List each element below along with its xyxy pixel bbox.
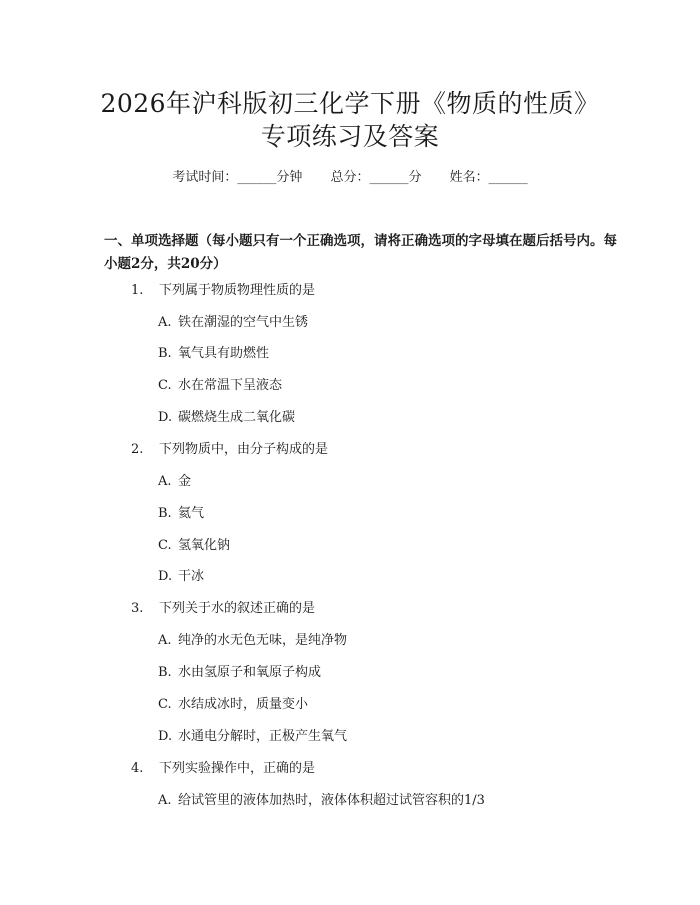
option-text: 干冰	[178, 569, 205, 584]
option-text: 水通电分解时，正极产生氧气	[178, 729, 348, 744]
document-title-line2: 专项练习及答案	[260, 122, 440, 151]
option-label: B.	[158, 506, 172, 521]
exam-time-label: 考试时间：	[172, 170, 238, 185]
question-1-option-b	[158, 345, 269, 363]
option-label: A.	[158, 633, 172, 648]
option-label: C.	[158, 697, 172, 712]
option-label: B.	[158, 346, 172, 361]
section1-heading: 一、单项选择题（每小题只有一个正确选项，请将正确选项的字母填在题后括号内。每小题2分，共20分）	[104, 233, 617, 272]
option-text: 金	[178, 474, 192, 489]
student-name-blank: ______	[488, 170, 528, 185]
question-number: 4.	[131, 761, 144, 776]
question-1-option-c	[158, 377, 282, 395]
option-text: 水在常温下呈液态	[178, 378, 283, 393]
option-label: A.	[158, 474, 172, 489]
exam-info-row	[0, 169, 700, 187]
question-2-option-a	[158, 473, 191, 491]
question-3-option-c	[158, 696, 308, 714]
question-2-option-c	[158, 537, 230, 555]
question-number: 2.	[131, 442, 144, 457]
question-2	[131, 441, 328, 459]
option-text: 纯净的水无色无味，是纯净物	[178, 633, 348, 648]
question-3-option-a	[158, 632, 347, 650]
question-2-option-b	[158, 505, 204, 523]
exam-time-field	[172, 169, 302, 187]
student-name-field	[450, 169, 528, 187]
option-label: B.	[158, 665, 172, 680]
question-3	[131, 600, 315, 618]
option-label: D.	[158, 569, 173, 584]
option-text: 碳燃烧生成二氧化碳	[178, 410, 296, 425]
option-label: A.	[158, 793, 172, 808]
option-text: 水由氢原子和氧原子构成	[178, 665, 322, 680]
option-text: 氧气具有助燃性	[178, 346, 270, 361]
question-3-option-b	[158, 664, 321, 682]
question-3-option-d	[158, 728, 347, 746]
option-label: C.	[158, 378, 172, 393]
option-text: 氢氧化钠	[178, 538, 231, 553]
option-text: 氦气	[178, 506, 205, 521]
question-text: 下列关于水的叙述正确的是	[159, 601, 316, 616]
option-label: C.	[158, 538, 172, 553]
question-1	[131, 282, 315, 300]
question-text: 下列属于物质物理性质的是	[159, 283, 316, 298]
student-name-label: 姓名：	[449, 170, 489, 185]
question-1-option-d	[158, 409, 295, 427]
document-title-line1: 2026年沪科版初三化学下册《物质的性质》	[100, 89, 600, 118]
question-1-option-a	[158, 314, 308, 332]
option-text: 铁在潮湿的空气中生锈	[178, 315, 309, 330]
question-text: 下列物质中，由分子构成的是	[159, 442, 329, 457]
question-4	[131, 760, 315, 778]
option-label: D.	[158, 729, 173, 744]
total-score-blank: ______分	[369, 170, 422, 185]
option-label: A.	[158, 315, 172, 330]
question-4-option-a	[158, 792, 485, 810]
option-text: 水结成冰时，质量变小	[178, 697, 309, 712]
question-number: 3.	[131, 601, 144, 616]
total-score-field	[330, 169, 421, 187]
option-label: D.	[158, 410, 173, 425]
option-text: 给试管里的液体加热时，液体体积超过试管容积的1/3	[178, 793, 485, 808]
exam-time-blank: ______分钟	[237, 170, 303, 185]
question-text: 下列实验操作中，正确的是	[159, 761, 316, 776]
question-2-option-d	[158, 568, 204, 586]
question-number: 1.	[131, 283, 144, 298]
total-score-label: 总分：	[330, 170, 370, 185]
